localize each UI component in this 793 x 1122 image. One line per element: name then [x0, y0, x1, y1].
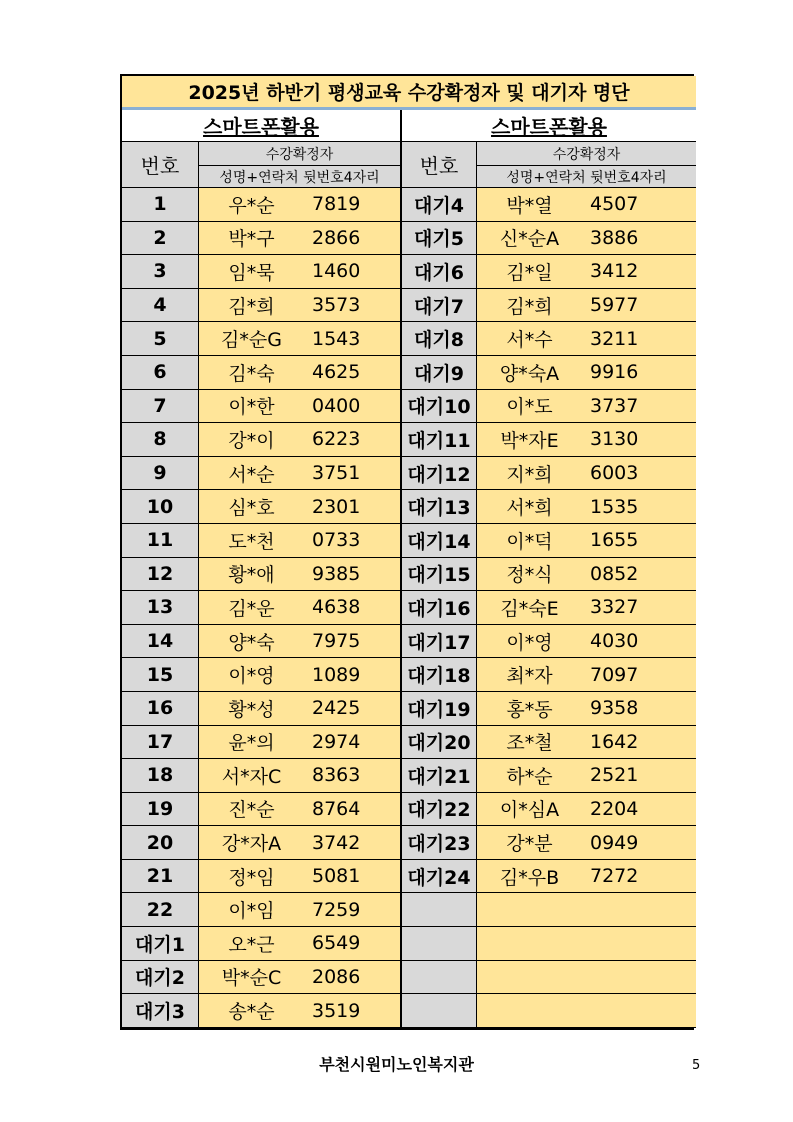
footer-organization: 부천시원미노인복지관 — [319, 1055, 474, 1074]
right-phone-digits: 9358 — [590, 697, 639, 720]
right-row-number: 대기11 — [402, 423, 477, 457]
right-entry — [477, 658, 696, 692]
right-phone-digits: 3130 — [590, 428, 639, 451]
right-entry — [477, 490, 696, 524]
right-phone-digits: 0852 — [590, 562, 639, 585]
right-phone-digits: 9916 — [590, 361, 639, 384]
right-entry — [477, 558, 696, 592]
left-row-number: 대기1 — [122, 927, 199, 961]
left-row-number: 6 — [122, 356, 199, 390]
right-entry — [477, 289, 696, 323]
left-phone-digits: 9385 — [312, 562, 361, 585]
left-name: 오*근 — [228, 933, 275, 956]
right-name: 서*수 — [506, 329, 553, 352]
right-entry — [477, 322, 696, 356]
right-phone-digits: 1655 — [590, 529, 639, 552]
right-name: 김*희 — [506, 295, 553, 318]
left-phone-digits: 7819 — [312, 193, 361, 216]
right-row-number: 대기23 — [402, 826, 477, 860]
right-row-number: 대기5 — [402, 222, 477, 256]
right-name: 강*분 — [506, 833, 553, 856]
left-phone-digits: 2425 — [312, 697, 361, 720]
right-name: 신*순A — [499, 228, 560, 251]
right-entry — [477, 188, 696, 222]
left-row-number: 5 — [122, 322, 199, 356]
right-row-number: 대기18 — [402, 658, 477, 692]
left-row-number: 21 — [122, 860, 199, 894]
left-name: 서*자C — [221, 765, 282, 788]
right-row-number: 대기17 — [402, 625, 477, 659]
left-phone-digits: 8764 — [312, 797, 361, 820]
left-phone-digits: 0400 — [312, 394, 361, 417]
left-row-number: 18 — [122, 759, 199, 793]
left-phone-digits: 1543 — [312, 327, 361, 350]
left-row-number: 11 — [122, 524, 199, 558]
left-name: 황*애 — [228, 564, 275, 587]
right-empty-number — [402, 927, 477, 961]
left-entry — [199, 390, 402, 424]
left-confirmed-header: 수강확정자 — [199, 142, 402, 166]
left-phone-digits: 2866 — [312, 226, 361, 249]
right-subheader: 성명+연락처 뒷번호4자리 — [477, 166, 696, 188]
right-confirmed-header: 수강확정자 — [477, 142, 696, 166]
right-name: 양*숙A — [499, 362, 560, 385]
left-phone-digits: 3751 — [312, 462, 361, 485]
right-phone-digits: 2204 — [590, 797, 639, 820]
left-row-number: 4 — [122, 289, 199, 323]
right-row-number: 대기19 — [402, 692, 477, 726]
roster-table — [120, 74, 694, 1030]
right-empty-entry — [477, 994, 696, 1028]
left-entry — [199, 726, 402, 760]
left-entry — [199, 457, 402, 491]
left-row-number: 대기2 — [122, 961, 199, 995]
left-phone-digits: 2086 — [312, 965, 361, 988]
left-phone-digits: 3519 — [312, 999, 361, 1022]
right-entry — [477, 860, 696, 894]
left-entry — [199, 255, 402, 289]
left-phone-digits: 2974 — [312, 730, 361, 753]
left-entry — [199, 423, 402, 457]
right-entry — [477, 524, 696, 558]
left-entry — [199, 558, 402, 592]
left-row-number: 12 — [122, 558, 199, 592]
left-name: 윤*의 — [228, 732, 275, 755]
right-empty-entry — [477, 927, 696, 961]
right-name: 하*순 — [506, 765, 553, 788]
document-title: 2025년 하반기 평생교육 수강확정자 및 대기자 명단 — [122, 76, 696, 110]
left-entry — [199, 188, 402, 222]
left-name: 박*구 — [228, 228, 275, 251]
left-name: 정*임 — [228, 866, 275, 889]
right-entry — [477, 793, 696, 827]
right-name: 박*자E — [500, 429, 559, 452]
right-course-title: 스마트폰활용 — [402, 110, 696, 142]
left-entry — [199, 860, 402, 894]
left-name: 우*순 — [228, 194, 275, 217]
left-name: 양*숙 — [228, 631, 275, 654]
right-entry — [477, 826, 696, 860]
right-empty-entry — [477, 893, 696, 927]
left-entry — [199, 692, 402, 726]
right-phone-digits: 3737 — [590, 394, 639, 417]
left-phone-digits: 3573 — [312, 294, 361, 317]
right-name: 조*철 — [506, 732, 553, 755]
left-name: 황*성 — [228, 698, 275, 721]
right-phone-digits: 7097 — [590, 663, 639, 686]
right-row-number: 대기6 — [402, 255, 477, 289]
left-entry — [199, 893, 402, 927]
left-row-number: 16 — [122, 692, 199, 726]
left-name: 심*호 — [228, 497, 275, 520]
left-phone-digits: 6223 — [312, 428, 361, 451]
right-row-number: 대기21 — [402, 759, 477, 793]
left-row-number: 15 — [122, 658, 199, 692]
right-phone-digits: 7272 — [590, 865, 639, 888]
left-row-number: 20 — [122, 826, 199, 860]
right-name: 홍*동 — [506, 698, 553, 721]
right-name: 이*영 — [506, 631, 553, 654]
left-phone-digits: 8363 — [312, 764, 361, 787]
right-entry — [477, 759, 696, 793]
right-name: 김*일 — [506, 261, 553, 284]
right-empty-number — [402, 893, 477, 927]
left-name: 박*순C — [221, 967, 282, 990]
left-name: 김*숙 — [228, 362, 275, 385]
left-entry — [199, 625, 402, 659]
left-row-number: 8 — [122, 423, 199, 457]
right-name: 서*희 — [506, 497, 553, 520]
left-phone-digits: 6549 — [312, 932, 361, 955]
right-phone-digits: 1535 — [590, 495, 639, 518]
left-phone-digits: 4625 — [312, 361, 361, 384]
right-phone-digits: 4507 — [590, 193, 639, 216]
left-name: 도*천 — [228, 530, 275, 553]
right-row-number: 대기8 — [402, 322, 477, 356]
right-phone-digits: 3886 — [590, 226, 639, 249]
left-phone-digits: 2301 — [312, 495, 361, 518]
left-entry — [199, 591, 402, 625]
left-name: 김*운 — [228, 597, 275, 620]
left-name: 강*자A — [221, 833, 282, 856]
left-phone-digits: 3742 — [312, 831, 361, 854]
left-entry — [199, 356, 402, 390]
right-phone-digits: 3211 — [590, 327, 639, 350]
right-row-number: 대기16 — [402, 591, 477, 625]
left-entry — [199, 658, 402, 692]
left-entry — [199, 524, 402, 558]
left-entry — [199, 994, 402, 1028]
right-phone-digits: 0949 — [590, 831, 639, 854]
left-subheader: 성명+연락처 뒷번호4자리 — [199, 166, 402, 188]
right-phone-digits: 3327 — [590, 596, 639, 619]
left-phone-digits: 7975 — [312, 630, 361, 653]
right-entry — [477, 726, 696, 760]
left-row-number: 2 — [122, 222, 199, 256]
right-entry — [477, 255, 696, 289]
right-row-number: 대기10 — [402, 390, 477, 424]
left-entry — [199, 222, 402, 256]
left-name: 김*순G — [221, 329, 282, 352]
left-entry — [199, 793, 402, 827]
right-name: 지*희 — [506, 463, 553, 486]
left-name: 송*순 — [228, 1001, 275, 1024]
right-entry — [477, 222, 696, 256]
right-number-header: 번호 — [402, 142, 477, 188]
right-row-number: 대기24 — [402, 860, 477, 894]
left-name: 강*이 — [228, 429, 275, 452]
right-name: 이*덕 — [506, 530, 553, 553]
right-empty-number — [402, 994, 477, 1028]
left-phone-digits: 4638 — [312, 596, 361, 619]
left-entry — [199, 759, 402, 793]
right-phone-digits: 2521 — [590, 764, 639, 787]
right-row-number: 대기13 — [402, 490, 477, 524]
right-row-number: 대기9 — [402, 356, 477, 390]
right-entry — [477, 625, 696, 659]
left-row-number: 22 — [122, 893, 199, 927]
right-entry — [477, 457, 696, 491]
left-row-number: 10 — [122, 490, 199, 524]
right-row-number: 대기4 — [402, 188, 477, 222]
right-phone-digits: 3412 — [590, 260, 639, 283]
page-number: 5 — [692, 1058, 701, 1073]
left-name: 김*희 — [228, 295, 275, 318]
left-phone-digits: 5081 — [312, 865, 361, 888]
left-phone-digits: 1460 — [312, 260, 361, 283]
left-entry — [199, 490, 402, 524]
right-empty-entry — [477, 961, 696, 995]
left-row-number: 7 — [122, 390, 199, 424]
right-phone-digits: 4030 — [590, 630, 639, 653]
right-name: 박*열 — [506, 194, 553, 217]
left-entry — [199, 289, 402, 323]
left-entry — [199, 961, 402, 995]
right-entry — [477, 423, 696, 457]
right-name: 이*심A — [499, 799, 560, 822]
right-name: 정*식 — [506, 564, 553, 587]
right-empty-number — [402, 961, 477, 995]
left-phone-digits: 7259 — [312, 898, 361, 921]
left-phone-digits: 1089 — [312, 663, 361, 686]
left-name: 이*임 — [228, 900, 275, 923]
left-row-number: 14 — [122, 625, 199, 659]
left-phone-digits: 0733 — [312, 529, 361, 552]
left-entry — [199, 826, 402, 860]
left-row-number: 13 — [122, 591, 199, 625]
right-row-number: 대기12 — [402, 457, 477, 491]
left-row-number: 1 — [122, 188, 199, 222]
left-entry — [199, 322, 402, 356]
left-name: 이*영 — [228, 665, 275, 688]
right-entry — [477, 356, 696, 390]
left-row-number: 9 — [122, 457, 199, 491]
right-name: 김*우B — [499, 866, 560, 889]
right-row-number: 대기15 — [402, 558, 477, 592]
left-row-number: 3 — [122, 255, 199, 289]
left-name: 진*순 — [228, 799, 275, 822]
left-entry — [199, 927, 402, 961]
right-entry — [477, 692, 696, 726]
right-row-number: 대기7 — [402, 289, 477, 323]
right-phone-digits: 5977 — [590, 294, 639, 317]
right-name: 김*숙E — [500, 597, 559, 620]
left-number-header: 번호 — [122, 142, 199, 188]
left-row-number: 대기3 — [122, 994, 199, 1028]
left-name: 서*순 — [228, 463, 275, 486]
left-name: 이*한 — [228, 396, 275, 419]
right-name: 최*자 — [506, 665, 553, 688]
right-row-number: 대기20 — [402, 726, 477, 760]
right-phone-digits: 6003 — [590, 462, 639, 485]
right-row-number: 대기14 — [402, 524, 477, 558]
right-entry — [477, 591, 696, 625]
left-row-number: 19 — [122, 793, 199, 827]
left-course-title: 스마트폰활용 — [122, 110, 402, 142]
right-entry — [477, 390, 696, 424]
left-name: 임*묵 — [228, 261, 275, 284]
right-phone-digits: 1642 — [590, 730, 639, 753]
right-row-number: 대기22 — [402, 793, 477, 827]
left-row-number: 17 — [122, 726, 199, 760]
right-name: 이*도 — [506, 396, 553, 419]
